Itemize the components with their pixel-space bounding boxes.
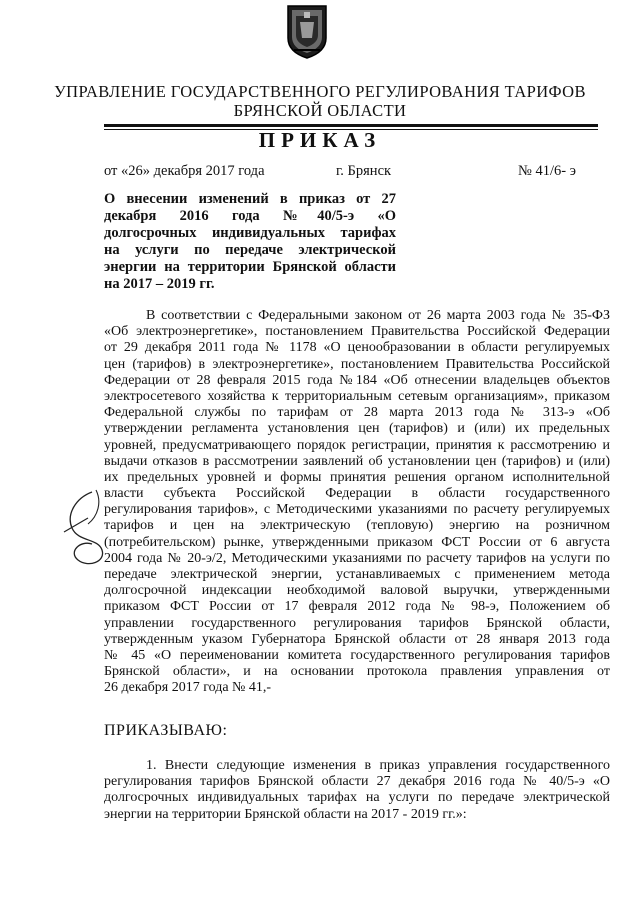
body-line: Федеральной службы по тарифам от 28 марта 2013 года № 313-э «Об bbox=[104, 405, 610, 421]
body-line: регулирования тарифов», с Методическими указаниями по расчету регулируемых bbox=[104, 502, 610, 518]
item-line: 1. Внести следующие изменения в приказ управления государственного bbox=[146, 758, 610, 773]
body-line: их предельных уровней и формы принятия решения органом исполнительной bbox=[104, 469, 610, 485]
document-number: № 41/6- э bbox=[518, 163, 576, 179]
document-type-title: ПРИКАЗ bbox=[258, 128, 382, 152]
body-line: № 45 «О переименовании комитета государственного регулирования тарифов bbox=[104, 647, 610, 663]
coat-of-arms-icon bbox=[282, 2, 332, 60]
body-line: «Об электроэнергетике», постановлением Правительства Российской Федерации bbox=[104, 324, 610, 340]
preamble-paragraph bbox=[104, 308, 610, 697]
subject-line: на услуги по передаче электрической bbox=[104, 242, 396, 258]
order-directive: ПРИКАЗЫВАЮ: bbox=[104, 722, 228, 739]
body-line: приказом ФСТ России от 17 февраля 2012 года № 98-э, Положением об bbox=[104, 599, 610, 615]
body-line: электросетевого хозяйства к территориальным сетевым организациям», приказом bbox=[104, 388, 610, 404]
body-line: (потребительском) рынке, утвержденными приказом ФСТ России от 6 августа bbox=[104, 534, 610, 550]
body-line: 2004 года № 20-э/2, Методическими указаниями по расчету тарифов на услуги по bbox=[104, 550, 610, 566]
item-line: долгосрочных индивидуальных тарифах на услуги по передаче электрической bbox=[104, 790, 610, 806]
subject-line: на 2017 – 2019 гг. bbox=[104, 276, 215, 292]
item-line: энергии на территории Брянской области на 2017 - 2019 гг.»: bbox=[104, 806, 467, 822]
body-line: уровней, предусматривающего порядок регистрации, принятия к рассмотрению и bbox=[104, 437, 610, 453]
body-line: 26 декабря 2017 года № 41,- bbox=[104, 680, 272, 696]
body-line: В соответствии с Федеральными законом от 26 марта 2003 года № 35-ФЗ bbox=[146, 308, 610, 323]
body-line: утверждении регламента установления цен (тарифов) и (или) их предельных bbox=[104, 421, 610, 437]
organization-name-line1: УПРАВЛЕНИЕ ГОСУДАРСТВЕННОГО РЕГУЛИРОВАНИЯ ТАРИФОВ bbox=[54, 82, 586, 101]
subject-line: долгосрочных индивидуальных тарифах bbox=[104, 225, 396, 241]
document-date: от «26» декабря 2017 года bbox=[104, 163, 265, 179]
document-subject bbox=[104, 191, 396, 293]
body-line: власти субъекта Российской Федерации в области государственного bbox=[104, 486, 610, 502]
body-line: тарифов и цен на электрическую (тепловую) энергию на розничном bbox=[104, 518, 610, 534]
body-line: выдачи отказов в рассмотрении заявлений об установлении цен (тарифов) и (или) bbox=[104, 453, 610, 469]
subject-line: О внесении изменений в приказ от 27 bbox=[104, 191, 396, 207]
organization-name-line2: БРЯНСКОЙ ОБЛАСТИ bbox=[233, 101, 407, 120]
body-line: цен (тарифов) в электроэнергетике», постановлением Правительства Российской bbox=[104, 356, 610, 372]
body-line: управлении государственного регулирования тарифов Брянской области, bbox=[104, 615, 610, 631]
handwritten-mark-icon bbox=[58, 488, 110, 570]
body-line: от 29 декабря 2011 года № 1178 «О ценообразовании в области регулируемых bbox=[104, 340, 610, 356]
document-city: г. Брянск bbox=[336, 163, 392, 179]
body-line: передаче электрической энергии, устанавливаемых с применением метода bbox=[104, 567, 610, 582]
header-divider bbox=[104, 124, 598, 127]
body-line: утвержденным указом Губернатора Брянской области от 28 января 2013 года bbox=[104, 631, 610, 647]
body-line: Брянской области», и на основании протокола правления управления от bbox=[104, 664, 610, 680]
body-line: долгосрочной индексации необходимой валовой выручки, утвержденными bbox=[104, 583, 610, 599]
body-line: Федерации от 28 февраля 2015 года №184 «Об отнесении владельцев объектов bbox=[104, 372, 610, 388]
order-item-1 bbox=[104, 758, 610, 823]
subject-line: декабря 2016 года №40/5-э «О bbox=[104, 208, 396, 224]
subject-line: энергии на территории Брянской области bbox=[104, 259, 396, 275]
item-line: регулирования тарифов Брянской области 27 декабря 2016 года № 40/5-э «О bbox=[104, 774, 610, 790]
